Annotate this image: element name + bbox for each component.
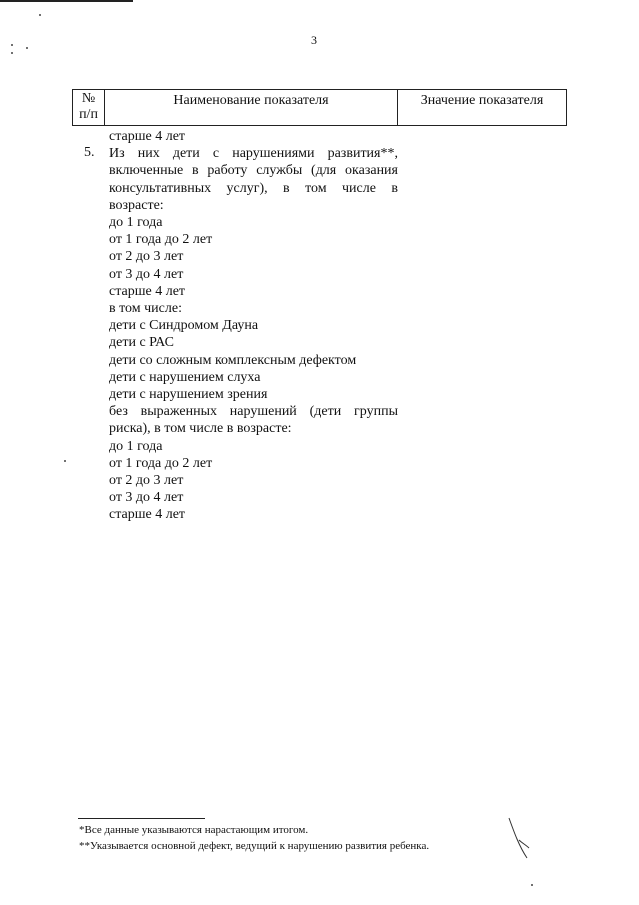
text-line: консультативных услуг), в том числе в [109,180,398,196]
text-line: от 1 года до 2 лет [109,232,213,248]
text-line: от 2 до 3 лет [109,249,184,265]
text-line: дети с нарушением зрения [109,387,268,403]
footnote-1: *Все данные указываются нарастающим итогом. [79,824,309,836]
column-header-value: Значение показателя [398,90,567,126]
text-line: риска), в том числе в возрасте: [109,421,292,437]
column-number-label-bottom: п/п [79,107,98,122]
text-line: дети с Синдромом Дауна [109,318,259,334]
text-line: дети со сложным комплексным дефектом [109,352,357,368]
text-line: от 2 до 3 лет [109,473,184,489]
text-line: от 3 до 4 лет [109,490,184,506]
page-number: 3 [311,33,317,47]
column-header-name: Наименование показателя [105,90,398,126]
text-line: включенные в работу службы (для оказания [109,163,398,179]
text-line: от 3 до 4 лет [109,266,184,282]
text-line: до 1 года [109,438,163,454]
text-line: Из них дети с нарушениями развития**, [109,146,398,162]
text-line: от 1 года до 2 лет [109,455,213,471]
text-line: дети с нарушением слуха [109,369,261,385]
row-number-5: 5. [84,145,95,160]
text-line: без выраженных нарушений (дети группы [109,404,398,420]
text-line: старше 4 лет [109,283,186,299]
column-number-label-top: № [81,91,96,106]
text-line: дети с РАС [109,335,174,351]
text-line: возрасте: [109,197,164,213]
text-line: до 1 года [109,215,163,231]
text-line: в том числе: [109,301,182,317]
text-line: старше 4 лет [109,507,186,523]
text-line: старше 4 лет [109,129,186,144]
footnote-2: **Указывается основной дефект, ведущий к нарушению развития ребенка. [79,840,430,852]
